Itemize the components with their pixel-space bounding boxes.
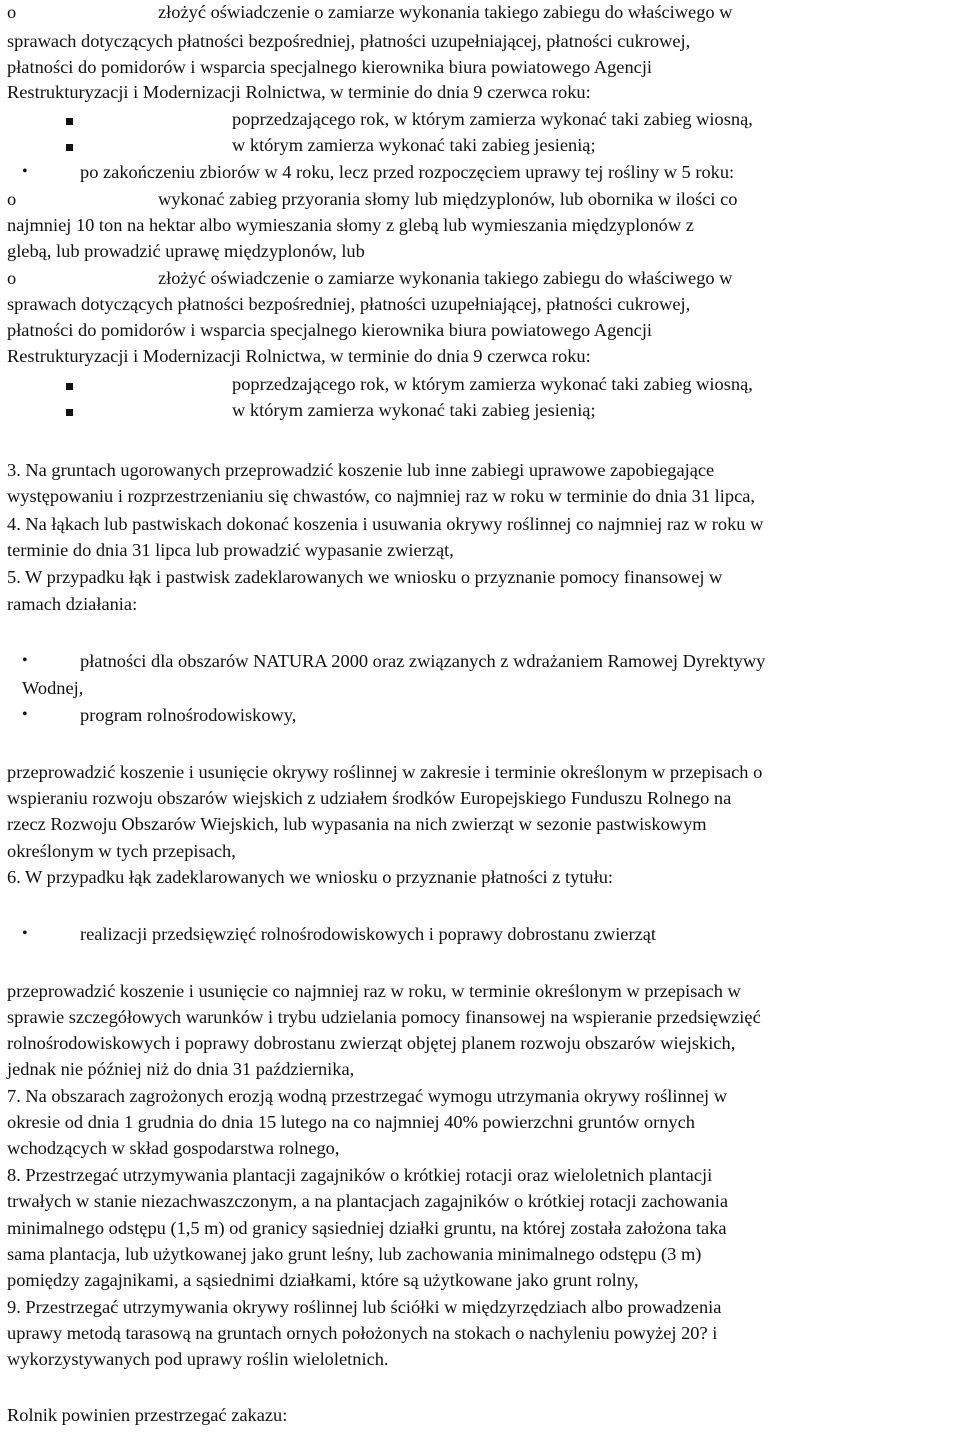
- paragraph-8: 8. Przestrzegać utrzymywania plantacji zagajników o krótkiej rotacji oraz wieloletnich plantacji: [7, 1165, 713, 1185]
- square-bullet-icon: [66, 107, 73, 131]
- circle-bullet: o: [7, 189, 17, 209]
- text-line: po zakończeniu zbiorów w 4 roku, lecz przed rozpoczęciem uprawy tej rośliny w 5 roku:: [80, 162, 735, 182]
- paragraph-6: 6. W przypadku łąk zadeklarowanych we wniosku o przyznanie płatności z tytułu:: [7, 867, 614, 887]
- paragraph-8: minimalnego odstępu (1,5 m) od granicy sąsiedniej działki gruntu, na której została założona taka: [7, 1218, 727, 1238]
- bullet-icon: •: [22, 163, 28, 180]
- paragraph-5-text: rzecz Rozwoju Obszarów Wiejskich, lub wypasania na nich zwierząt w sezonie pastwiskowym: [7, 814, 707, 834]
- text-line: sprawach dotyczących płatności bezpośredniej, płatności uzupełniającej, płatności cukrowej,: [7, 31, 691, 51]
- paragraph-7: okresie od dnia 1 grudnia do dnia 15 lutego na co najmniej 40% powierzchni gruntów ornych: [7, 1112, 695, 1132]
- square-bullet-icon: [66, 372, 73, 396]
- paragraph-5-text: przeprowadzić koszenie i usunięcie okrywy roślinnej w zakresie i terminie określonym w przepisach o: [7, 762, 763, 782]
- paragraph-5-text: wspieraniu rozwoju obszarów wiejskich z udziałem środków Europejskiego Funduszu Rolnego na: [7, 788, 732, 808]
- paragraph-3: 3. Na gruntach ugorowanych przeprowadzić koszenie lub inne zabiegi uprawowe zapobiegające: [7, 460, 715, 480]
- paragraph-6-text: sprawie szczegółowych warunków i trybu udzielania pomocy finansowej na wspieranie przedsięwzięć: [7, 1007, 761, 1027]
- paragraph-8: trwałych w stanie niezachwaszczonym, a na plantacjach zagajników o krótkiej rotacji zachowania: [7, 1191, 728, 1211]
- paragraph-5: 5. W przypadku łąk i pastwisk zadeklarowanych we wniosku o przyznanie pomocy finansowej w: [7, 567, 723, 587]
- paragraph-8: pomiędzy zagajnikami, a sąsiednimi działkami, które są użytkowane jako grunt rolny,: [7, 1270, 639, 1290]
- paragraph-8: sama plantacja, lub użytkowanej jako grunt leśny, lub zachowania minimalnego odstępu (3 m): [7, 1244, 702, 1264]
- text-line: w którym zamierza wykonać taki zabieg jesienią;: [232, 135, 596, 155]
- text-line: glebą, lub prowadzić uprawę międzyplonów, lub: [7, 241, 365, 261]
- text-line: poprzedzającego rok, w którym zamierza wykonać taki zabieg wiosną,: [232, 109, 753, 129]
- paragraph-5: ramach działania:: [7, 594, 138, 614]
- bullet-item: płatności dla obszarów NATURA 2000 oraz związanych z wdrażaniem Ramowej Dyrektywy: [80, 651, 766, 671]
- bullet-icon: •: [22, 652, 28, 669]
- text-line: złożyć oświadczenie o zamiarze wykonania takiego zabiegu do właściwego w: [158, 2, 733, 22]
- closing-line: Rolnik powinien przestrzegać zakazu:: [7, 1405, 288, 1425]
- paragraph-6-text: rolnośrodowiskowych i poprawy dobrostanu zwierząt objętej planem rozwoju obszarów wiejskich,: [7, 1033, 736, 1053]
- text-line: płatności do pomidorów i wsparcia specjalnego kierownika biura powiatowego Agencji: [7, 57, 653, 77]
- paragraph-6-text: jednak nie później niż do dnia 31 października,: [7, 1059, 355, 1079]
- text-line: Restrukturyzacji i Modernizacji Rolnictwa, w terminie do dnia 9 czerwca roku:: [7, 82, 591, 102]
- bullet-item: program rolnośrodowiskowy,: [80, 705, 297, 725]
- paragraph-5-text: określonym w tych przepisach,: [7, 841, 236, 861]
- paragraph-4: terminie do dnia 31 lipca lub prowadzić wypasanie zwierząt,: [7, 540, 454, 560]
- text-line: płatności do pomidorów i wsparcia specjalnego kierownika biura powiatowego Agencji: [7, 320, 653, 340]
- square-bullet-icon: [66, 398, 73, 422]
- circle-bullet: o: [7, 2, 17, 22]
- paragraph-7: 7. Na obszarach zagrożonych erozją wodną przestrzegać wymogu utrzymania okrywy roślinnej w: [7, 1086, 728, 1106]
- paragraph-3: występowaniu i rozprzestrzenianiu się chwastów, co najmniej raz w roku w terminie do dnia 31 lipca,: [7, 486, 755, 506]
- paragraph-4: 4. Na łąkach lub pastwiskach dokonać koszenia i usuwania okrywy roślinnej co najmniej raz w roku w: [7, 514, 764, 534]
- text-line: wykonać zabieg przyorania słomy lub międzyplonów, lub obornika w ilości co: [158, 189, 738, 209]
- circle-bullet: o: [7, 268, 17, 288]
- text-line: w którym zamierza wykonać taki zabieg jesienią;: [232, 400, 596, 420]
- bullet-item: realizacji przedsięwzięć rolnośrodowiskowych i poprawy dobrostanu zwierząt: [80, 924, 657, 944]
- text-line: najmniej 10 ton na hektar albo wymieszania słomy z glebą lub wymieszania międzyplonów z: [7, 215, 694, 235]
- bullet-icon: •: [22, 925, 28, 942]
- paragraph-9: uprawy metodą tarasową na gruntach ornych położonych na stokach o nachyleniu powyżej 20? i: [7, 1323, 718, 1343]
- square-bullet-icon: [66, 133, 73, 157]
- text-line: poprzedzającego rok, w którym zamierza wykonać taki zabieg wiosną,: [232, 374, 753, 394]
- paragraph-9: 9. Przestrzegać utrzymywania okrywy roślinnej lub ściółki w międzyrzędziach albo prowadzenia: [7, 1297, 722, 1317]
- text-line: złożyć oświadczenie o zamiarze wykonania takiego zabiegu do właściwego w: [158, 268, 733, 288]
- bullet-item: Wodnej,: [22, 678, 84, 698]
- bullet-icon: •: [22, 706, 28, 723]
- paragraph-6-text: przeprowadzić koszenie i usunięcie co najmniej raz w roku, w terminie określonym w przepisach w: [7, 981, 741, 1001]
- paragraph-7: wchodzących w skład gospodarstwa rolnego,: [7, 1138, 340, 1158]
- text-line: Restrukturyzacji i Modernizacji Rolnictwa, w terminie do dnia 9 czerwca roku:: [7, 346, 591, 366]
- text-line: sprawach dotyczących płatności bezpośredniej, płatności uzupełniającej, płatności cukrowej,: [7, 294, 691, 314]
- paragraph-9: wykorzystywanych pod uprawy roślin wieloletnich.: [7, 1349, 389, 1369]
